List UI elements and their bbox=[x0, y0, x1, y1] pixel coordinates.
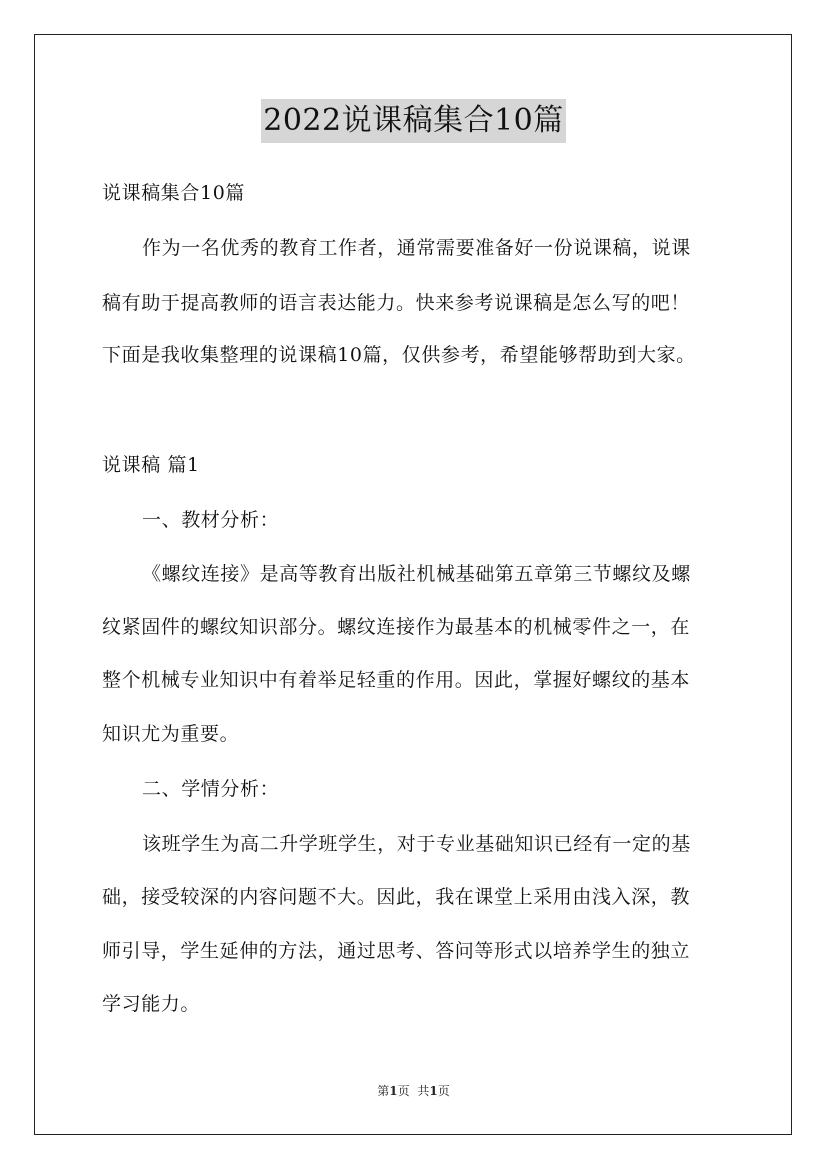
part1-line-4: 知识尤为重要。 bbox=[102, 723, 240, 745]
section-heading: 说课稿 篇1 bbox=[102, 454, 200, 476]
total-suffix: 页 bbox=[437, 1084, 450, 1098]
part2-line-4: 学习能力。 bbox=[102, 993, 201, 1015]
part1-line-3: 整个机械专业知识中有着举足轻重的作用。因此，掌握好螺纹的基本 bbox=[102, 669, 691, 691]
intro-line-3: 下面是我收集整理的说课稿10篇，仅供参考，希望能够帮助到大家。 bbox=[102, 344, 696, 366]
part2-line-1: 该班学生为高二升学班学生，对于专业基础知识已经有一定的基 bbox=[142, 833, 691, 855]
part1-line-2: 纹紧固件的螺纹知识部分。螺纹连接作为最基本的机械零件之一，在 bbox=[102, 616, 691, 638]
part2-line-3: 师引导，学生延伸的方法，通过思考、答问等形式以培养学生的独立 bbox=[102, 940, 691, 962]
intro-line-1: 作为一名优秀的教育工作者，通常需要准备好一份说课稿，说课 bbox=[142, 237, 691, 259]
total-prefix: 共 bbox=[417, 1084, 430, 1098]
total-pages: 1 bbox=[429, 1084, 438, 1098]
page-footer bbox=[0, 1082, 827, 1100]
document-title: 2022说课稿集合10篇 bbox=[261, 99, 566, 143]
page-number: 1 bbox=[389, 1084, 398, 1098]
page-prefix: 第 bbox=[377, 1084, 390, 1098]
intro-line-2: 稿有助于提高教师的语言表达能力。快来参考说课稿是怎么写的吧！ bbox=[102, 292, 691, 314]
title-container bbox=[0, 99, 827, 143]
part1-heading: 一、教材分析： bbox=[142, 509, 280, 531]
page-suffix: 页 bbox=[397, 1084, 410, 1098]
part2-heading: 二、学情分析： bbox=[142, 778, 280, 800]
document-subtitle: 说课稿集合10篇 bbox=[102, 182, 245, 204]
part2-line-2: 础，接受较深的内容问题不大。因此，我在课堂上采用由浅入深，教 bbox=[102, 886, 691, 908]
part1-line-1: 《螺纹连接》是高等教育出版社机械基础第五章第三节螺纹及螺 bbox=[142, 563, 691, 585]
